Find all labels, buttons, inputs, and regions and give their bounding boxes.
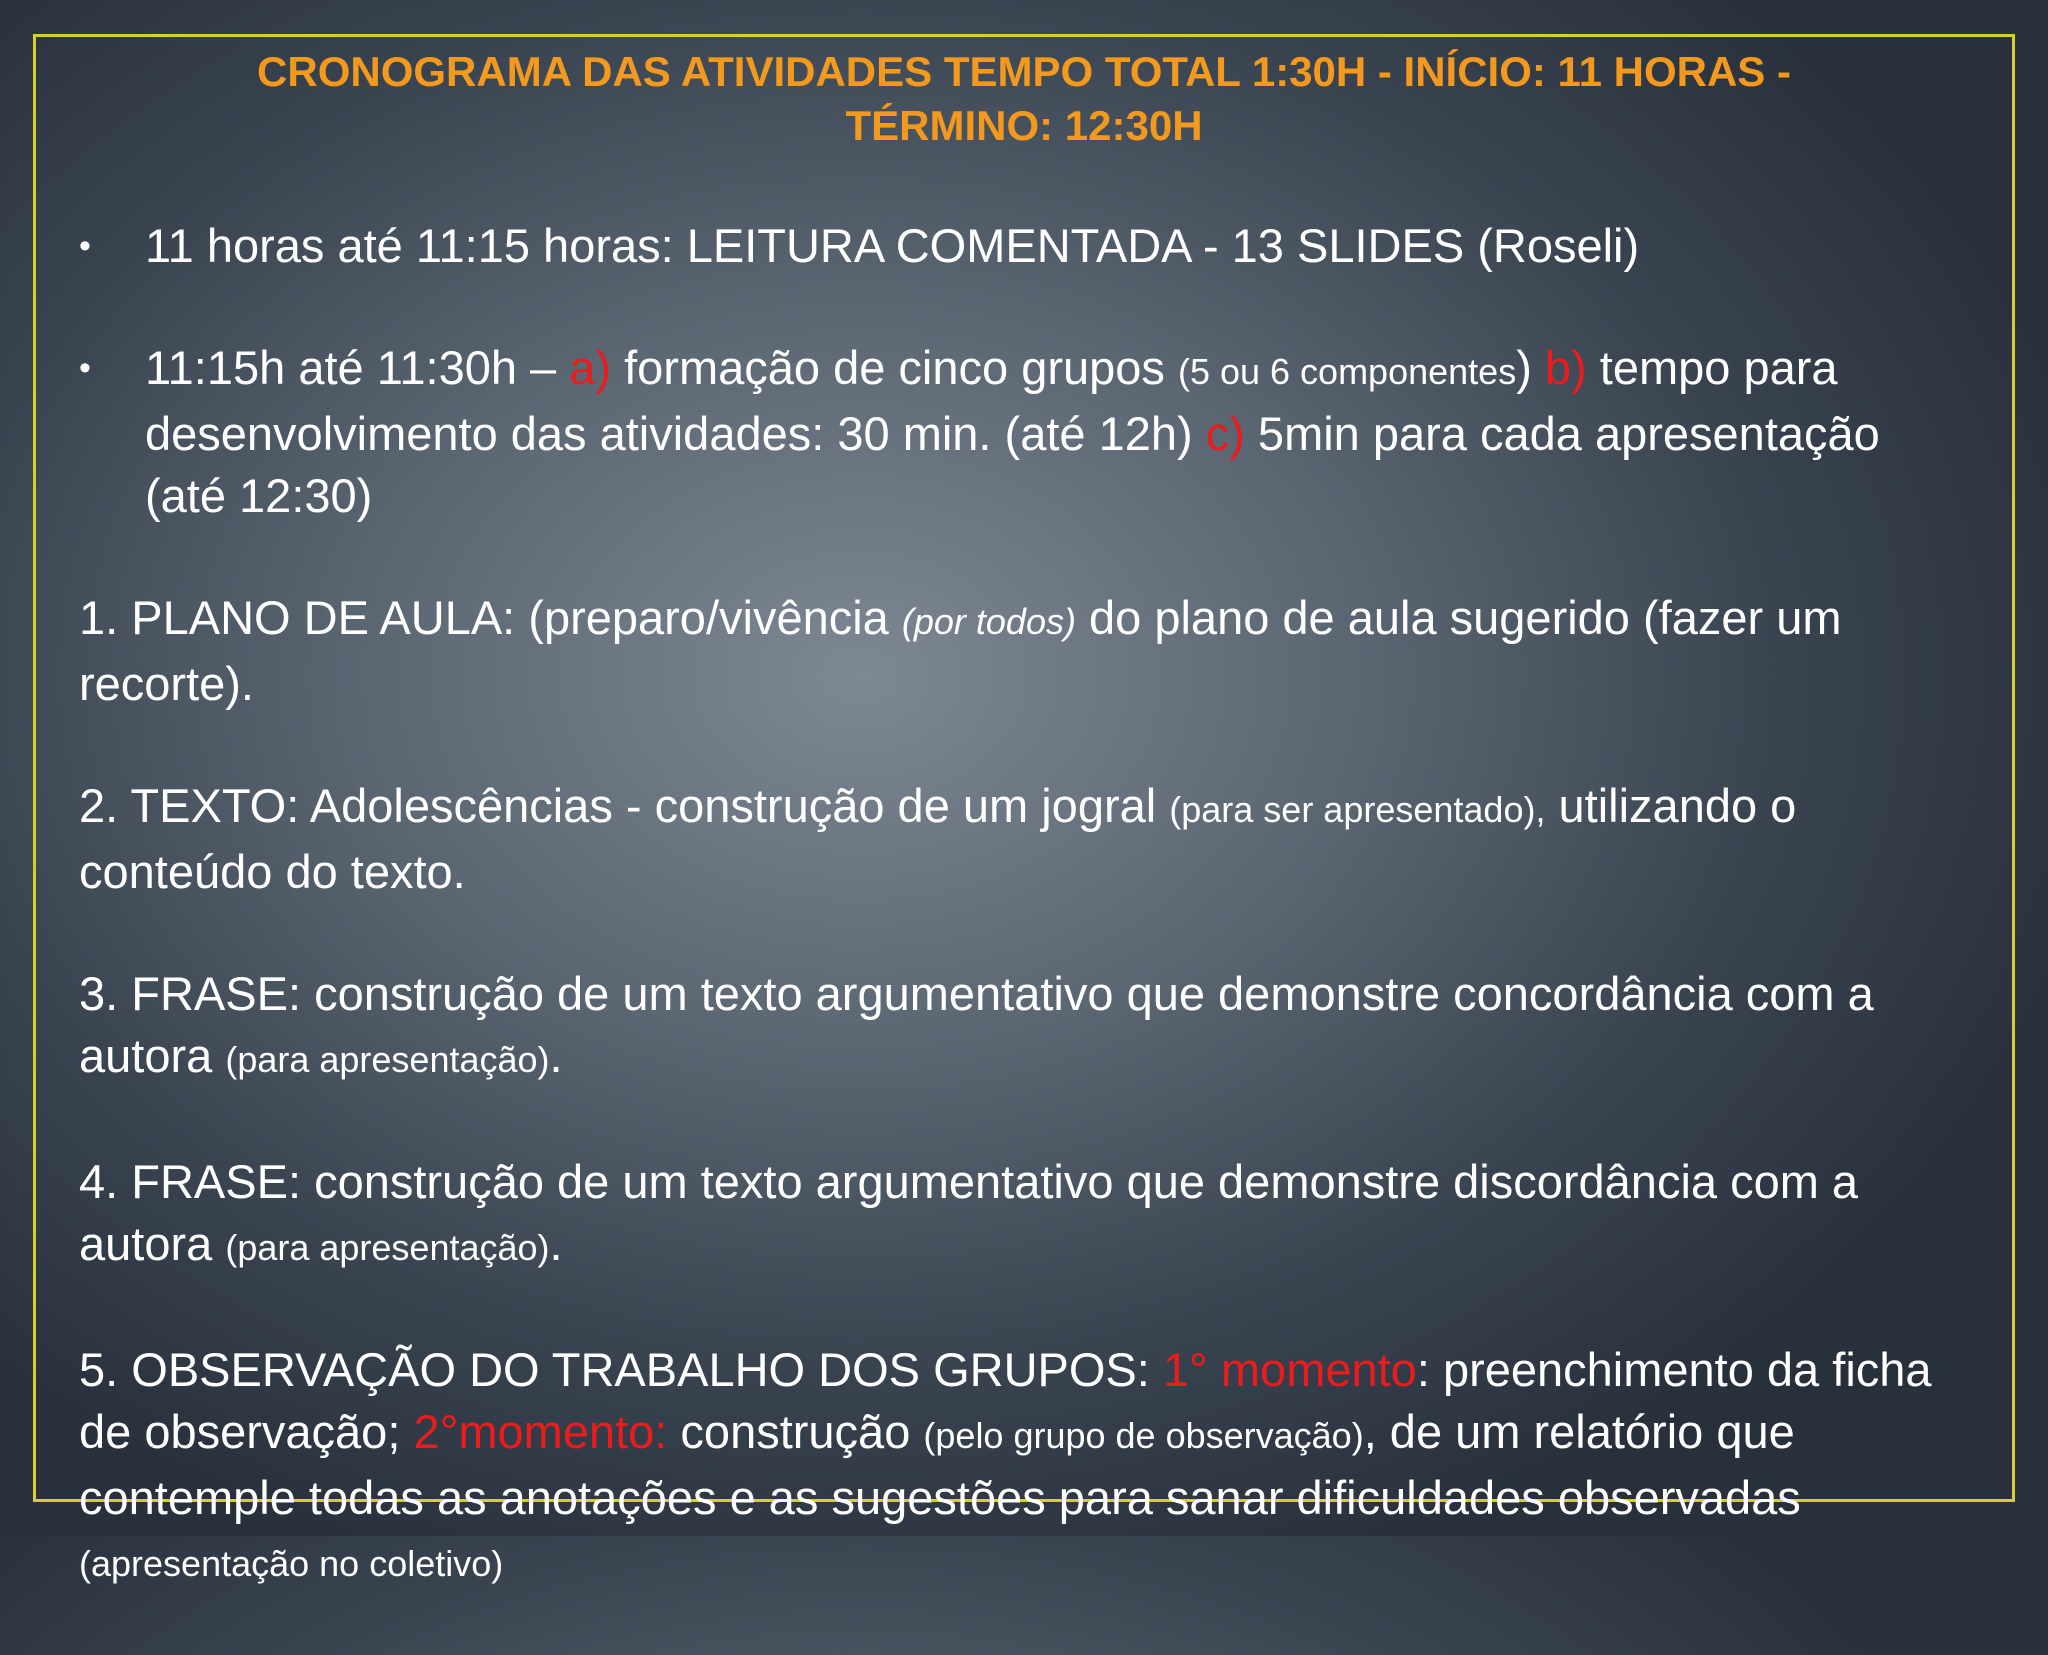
bullet-text-part: formação de cinco grupos [611,341,1178,394]
item-text: utilizando o conteúdo do texto. [79,779,1797,898]
bullet-icon: • [79,349,91,387]
bullet-text-part: 11:15h até 11:30h – [145,341,570,394]
bullet-text-part: ) [1516,341,1545,394]
item-text: 1. PLANO DE AULA: (preparo/vivência [79,591,902,644]
activity-4-disagreement [79,1151,1972,1279]
slide-title [36,45,2012,153]
moment-1-label: 1° momento [1162,1343,1417,1396]
bullet-icon: • [79,227,91,265]
item-text: 2. TEXTO: Adolescências - construção de um jogral [79,779,1170,832]
item-text: 4. FRASE: construção de um texto argumentativo que demonstre discordância com a autora [79,1155,1859,1270]
item-text: . [549,1029,563,1082]
note-small: (para ser apresentado), [1169,789,1546,830]
bullet-item-reading [79,215,1972,277]
note-small: (por todos) [901,601,1076,642]
activity-3-agreement [79,963,1972,1091]
bullet-text: 11 horas até 11:15 horas: LEITURA COMENTADA - 13 SLIDES (Roseli) [145,219,1640,272]
marker-b: b) [1544,341,1587,394]
slide-frame [33,34,2015,1584]
activity-2-text [79,775,1972,903]
marker-c: c) [1205,407,1245,460]
marker-a: a) [569,341,612,394]
item-text: , de um relatório que contemple todas as anotações e as sugestões para sanar dificuldades observadas [79,1405,1801,1524]
item-text: : preenchimento da ficha de observação; [79,1343,1932,1458]
note-small: (para apresentação) [225,1227,550,1268]
title-line-2: TÉRMINO: 12:30H [845,102,1203,149]
item-text: 5. OBSERVAÇÃO DO TRABALHO DOS GRUPOS: [79,1343,1163,1396]
item-text: 3. FRASE: construção de um texto argumentativo que demonstre concordância com a autora [79,967,1874,1082]
bullet-text-part: 5min para cada apresentação (até 12:30) [145,407,1880,522]
bullet-item-groups [79,337,1972,527]
note-small: (5 ou 6 componentes [1177,351,1517,392]
item-text: construção [667,1405,924,1458]
moment-2-label: 2°momento: [413,1405,668,1458]
note-small: (apresentação no coletivo) [79,1543,504,1584]
note-small: (para apresentação) [225,1039,550,1080]
item-text: do plano de aula sugerido (fazer um recorte). [79,591,1842,710]
note-small: (pelo grupo de observação) [923,1415,1364,1456]
item-text: . [549,1217,563,1270]
slide-content [79,215,1972,1655]
title-line-1: CRONOGRAMA DAS ATIVIDADES TEMPO TOTAL 1:30H - INÍCIO: 11 HORAS - [257,48,1791,95]
activity-5-observation [79,1339,1972,1595]
bullet-text-part: tempo para desenvolvimento das atividades: 30 min. (até 12h) [145,341,1838,460]
activity-1-lesson-plan [79,587,1972,715]
